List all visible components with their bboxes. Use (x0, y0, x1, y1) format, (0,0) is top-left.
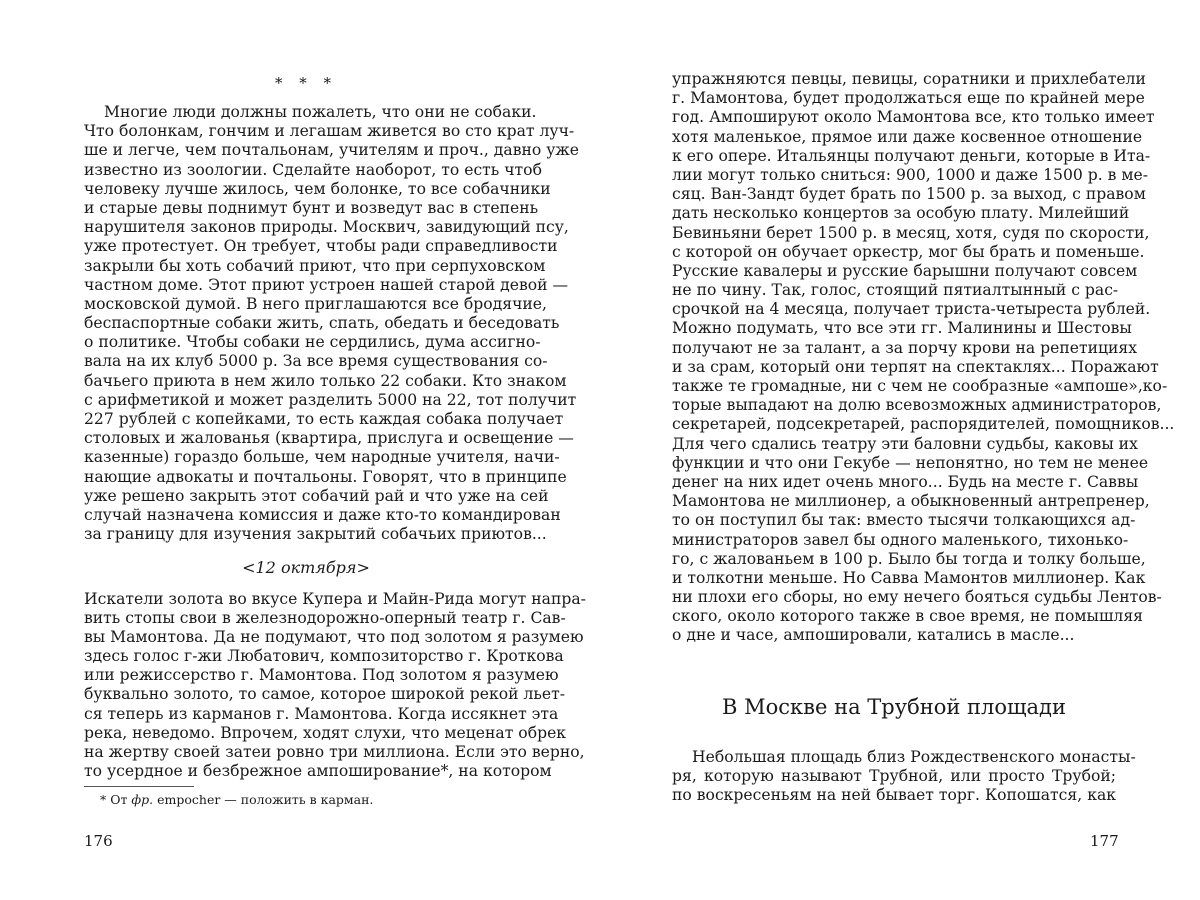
text-line: московской думой. В него приглашаются все бродячие, (84, 294, 547, 313)
text-line: известно из зоологии. Сделайте наоборот, то есть чтоб (84, 160, 542, 179)
text-line: срочкой на 4 месяца, получает триста-четыреста рублей. (672, 300, 1151, 319)
text-line: Для чего сдались театру эти баловни судьбы, каковы их (672, 434, 1138, 453)
text-line: ря, которую называют Трубной, или просто Трубой; (672, 767, 1116, 786)
text-line: Мамонтова не миллионер, а обыкновенный антрепренер, (672, 492, 1150, 511)
text-line: человеку лучше жилось, чем болонке, то все собачники (84, 179, 551, 198)
text-line: и старые девы поднимут бунт и возведут вас в степень (84, 198, 539, 217)
text-line: хотя маленькое, прямое или даже косвенное отношение (672, 127, 1143, 146)
section-marker: * * * (274, 74, 338, 92)
text-line: дать несколько концертов за особую плату. Милейший (672, 204, 1130, 223)
date-heading: <12 октября> (242, 558, 370, 578)
text-line: Бевиньяни берет 1500 р. в месяц, хотя, судя по скорости, (672, 223, 1150, 242)
left-paragraph-2 (84, 589, 586, 782)
text-line: вить стопы свои в железнодорожно-оперный театр г. Сав- (84, 608, 566, 627)
text-line: 227 рублей с копейками, то есть каждая собака получает (84, 410, 564, 428)
right-paragraph-2 (672, 748, 1136, 806)
text-line: ского, около которого также в свое время, не помышляя (672, 607, 1144, 626)
left-text-column (84, 103, 586, 781)
text-line: уже решено закрыть этот собачий рай и что уже на сей (84, 486, 549, 505)
text-line: уже протестует. Он требует, чтобы ради справедливости (84, 237, 558, 256)
right-text-column-2 (672, 748, 1136, 806)
text-line: о дне и часе, ампошировали, катались в масле... (672, 626, 1075, 645)
text-line: с которой он обучает оркестр, мог бы брать и поменьше. (672, 242, 1145, 261)
text-line: то он поступил бы так: вместо тысячи толкающихся ад- (672, 511, 1136, 530)
text-line: казенные) гораздо больше, чем народные учителя, начи- (84, 448, 560, 467)
text-line: го, с жалованьем в 100 р. Было бы тогда и толку больше, (672, 549, 1146, 568)
page-number-left: 176 (84, 832, 113, 850)
text-line: лии могут только сниться: 900, 1000 и даже 1500 р. в ме- (672, 165, 1149, 184)
text-line: сяц. Ван-Зандт будет брать по 1500 р. за выход, с правом (672, 185, 1146, 204)
text-line: вала на их клуб 5000 р. За все время существования со- (84, 352, 548, 371)
text-line: беспаспортные собаки жить, спать, обедать и беседовать (84, 314, 560, 333)
text-line: за границу для изучения закрытий собачьих приютов... (84, 525, 547, 544)
text-line: о политике. Чтобы собаки не сердились, дума ассигно- (84, 333, 541, 352)
text-line: по воскресеньям на ней бывает торг. Копошатся, как (672, 786, 1116, 805)
text-line: нарушителя законов природы. Москвич, завидующий псу, (84, 218, 569, 237)
left-paragraph-1 (84, 103, 579, 544)
text-line: на жертву своей затеи ровно три миллиона. Если это верно, (84, 743, 585, 761)
text-line: получают не за талант, а за порчу крови на репетициях (672, 338, 1138, 357)
text-line: частном доме. Этот приют устроен нашей старой девой — (84, 275, 569, 294)
text-line: или режиссерство г. Мамонтова. Под золотом я разумею (84, 666, 559, 685)
footnote-text: empocher — положить в карман. (157, 792, 374, 807)
text-line: буквально золото, то самое, которое широкой рекой льет- (84, 685, 565, 704)
text-line: река, неведомо. Впрочем, ходят слухи, что меценат обрек (84, 723, 567, 742)
text-line: с арифметикой и может разделить 5000 на 22, тот получит (84, 390, 577, 409)
text-line: упражняются певцы, певицы, соратники и прихлебатели (672, 70, 1146, 88)
text-line: функции и что они Гекубе — непонятно, но тем не менее (672, 453, 1149, 472)
text-line: бачьего приюта в нем жило только 22 собаки. Кто знаком (84, 371, 567, 390)
text-line: ся теперь из карманов г. Мамонтова. Когда иссякнет эта (84, 704, 559, 723)
section-title: В Москве на Трубной площади (722, 695, 1066, 719)
footnote-abbr: фр. (131, 792, 154, 807)
text-line: министраторов завел бы одного маленького, тихонько- (672, 530, 1129, 549)
text-line: торые выпадают на долю всевозможных администраторов, (672, 396, 1162, 415)
text-line: не по чину. Так, голос, стоящий пятиалтынный с рас- (672, 281, 1119, 300)
text-line: год. Ампошируют около Мамонтова все, кто только имеет (672, 108, 1155, 127)
text-line: здесь голос г-жи Любатович, композиторство г. Кроткова (84, 647, 564, 666)
text-line: нающие адвокаты и почтальоны. Говорят, что в принципе (84, 467, 567, 486)
text-line: также те громадные, ни с чем не сообразные «ампоше»,ко- (672, 377, 1168, 395)
text-line: к его опере. Итальянцы получают деньги, которые в Ита- (672, 146, 1151, 165)
footnote (100, 792, 373, 807)
text-line: Небольшая площадь близ Рождественского монасты- (692, 748, 1136, 766)
text-line: то усердное и безбрежное ампоширование*, на котором (84, 762, 552, 781)
text-line: секретарей, подсекретарей, распорядителей, помощников... (672, 415, 1175, 434)
text-line: ни плохи его сборы, но ему нечего бояться судьбы Лентов- (672, 588, 1162, 607)
text-line: ше и легче, чем почтальонам, учителям и проч., давно уже (84, 141, 579, 160)
text-line: вы Мамонтова. Да не подумают, что под золотом я разумею (84, 627, 584, 646)
text-line: Русские кавалеры и русские барышни получают совсем (672, 261, 1138, 280)
text-line: Многие люди должны пожалеть, что они не собаки. (104, 103, 537, 121)
text-line: закрыли бы хоть собачий приют, что при серпуховском (84, 256, 546, 275)
text-line: Можно подумать, что все эти гг. Малинины и Шестовы (672, 319, 1132, 338)
text-line: денег на них идет очень много... Будь на месте г. Саввы (672, 472, 1139, 491)
text-line: Искатели золота во вкусе Купера и Майн-Рида могут напра- (84, 589, 586, 608)
text-line: Что болонкам, гончим и легашам живется во сто крат луч- (84, 122, 575, 141)
text-line: и за срам, который они терпят на спектаклях... Поражают (672, 357, 1159, 376)
page-number-right: 177 (1090, 832, 1119, 850)
footnote-marker: * От (100, 792, 128, 807)
text-line: столовых и жалованья (квартира, прислуга и освещение — (84, 429, 574, 448)
text-line: г. Мамонтова, будет продолжаться еще по крайней мере (672, 89, 1145, 108)
text-line: случай назначена комиссия и даже кто-то командирован (84, 505, 561, 524)
right-text-column (672, 70, 1175, 646)
right-paragraph-1 (672, 70, 1175, 646)
footnote-rule (84, 786, 194, 787)
text-line: и толкотни меньше. Но Савва Мамонтов миллионер. Как (672, 568, 1146, 587)
